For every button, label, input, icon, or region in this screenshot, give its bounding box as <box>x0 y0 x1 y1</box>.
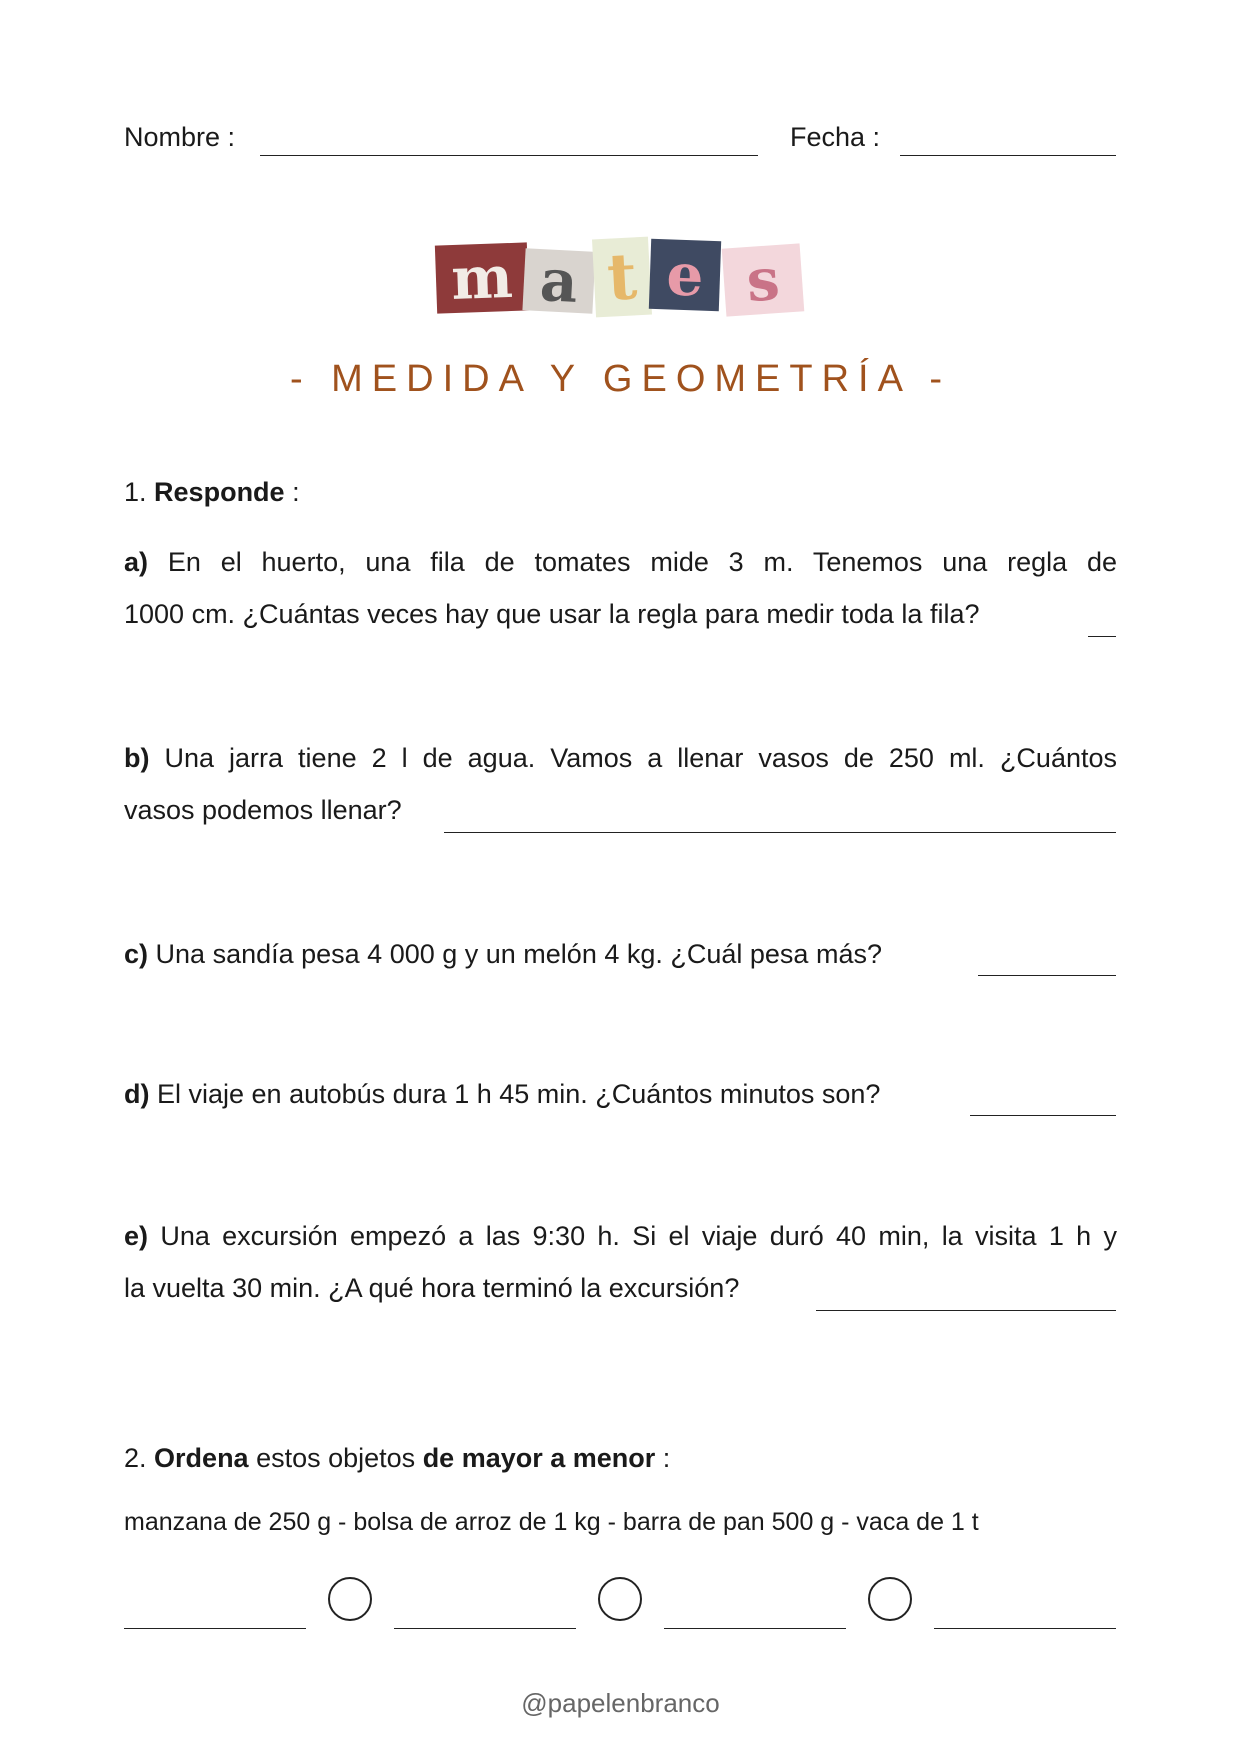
section2-heading: 2. Ordena estos objetos de mayor a menor : <box>124 1443 671 1473</box>
answer-b-field[interactable] <box>444 832 1116 833</box>
name-label: Nombre : <box>124 122 236 152</box>
section1-heading: 1. Responde : <box>124 477 300 507</box>
question-e-line2: la vuelta 30 min. ¿A qué hora terminó la excursión? <box>124 1273 740 1303</box>
comparison-circle-3[interactable] <box>868 1577 912 1621</box>
question-e-line1: e) Una excursión empezó a las 9:30 h. Si el viaje duró 40 min, la visita 1 h y <box>124 1221 1117 1251</box>
order-slot-2[interactable] <box>394 1628 576 1629</box>
date-field[interactable] <box>900 155 1116 156</box>
logo-tile-m: m <box>435 242 529 313</box>
logo-tile-a: a <box>522 248 595 314</box>
name-field[interactable] <box>260 155 758 156</box>
comparison-circle-1[interactable] <box>328 1577 372 1621</box>
date-label: Fecha : <box>790 122 881 152</box>
subtitle: - MEDIDA Y GEOMETRÍA - <box>289 358 952 400</box>
question-d: d) El viaje en autobús dura 1 h 45 min. ¿Cuántos minutos son? <box>124 1079 881 1109</box>
question-b-line2: vasos podemos llenar? <box>124 795 402 825</box>
question-a-line1: a) En el huerto, una fila de tomates mide 3 m. Tenemos una regla de <box>124 547 1117 577</box>
question-b-line1: b) Una jarra tiene 2 l de agua. Vamos a llenar vasos de 250 ml. ¿Cuántos <box>124 743 1117 773</box>
logo-tile-e: e <box>649 239 721 311</box>
answer-a-field[interactable] <box>1088 636 1116 637</box>
answer-e-field[interactable] <box>816 1310 1116 1311</box>
logo-tile-s: s <box>722 243 805 316</box>
question-c: c) Una sandía pesa 4 000 g y un melón 4 kg. ¿Cuál pesa más? <box>124 939 882 969</box>
comparison-circle-2[interactable] <box>598 1577 642 1621</box>
logo-tile-t: t <box>592 237 652 318</box>
answer-d-field[interactable] <box>970 1115 1116 1116</box>
question-a-line2: 1000 cm. ¿Cuántas veces hay que usar la regla para medir toda la fila? <box>124 599 980 629</box>
section2-items: manzana de 250 g - bolsa de arroz de 1 kg - barra de pan 500 g - vaca de 1 t <box>124 1508 979 1536</box>
order-slot-4[interactable] <box>934 1628 1116 1629</box>
mates-logo <box>436 236 806 318</box>
answer-c-field[interactable] <box>978 975 1116 976</box>
footer-handle: @papelenbranco <box>521 1688 720 1718</box>
order-slot-1[interactable] <box>124 1628 306 1629</box>
order-slot-3[interactable] <box>664 1628 846 1629</box>
